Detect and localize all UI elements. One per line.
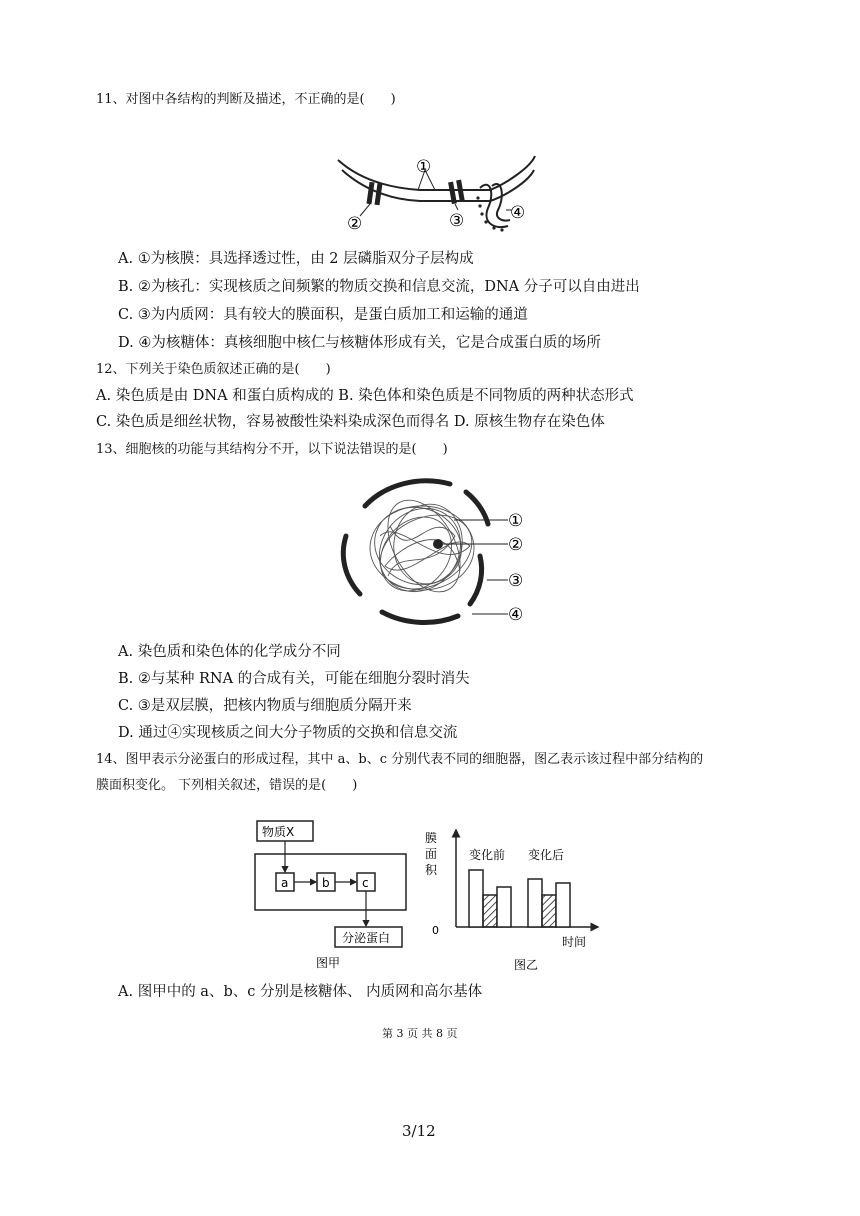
nuclear-envelope-figure: [330, 148, 540, 238]
fig-yi-before: 变化前: [469, 848, 506, 862]
bar-before-1: [469, 870, 483, 927]
fig-yi-xlabel: 时间: [562, 935, 587, 949]
fig-yi-origin: 0: [432, 924, 439, 937]
fig-yi-ylabel-1: 膜: [425, 831, 438, 845]
q13-option-b: B. ②与某种 RNA 的合成有关，可能在细胞分裂时消失: [118, 671, 470, 687]
bar-after-1: [528, 879, 542, 927]
q14-option-a: A. 图甲中的 a、b、c 分别是核糖体、 内质网和高尔基体: [118, 984, 483, 1000]
q12-options-line2: C. 染色质是细丝状物，容易被酸性染料染成深色而得名 D. 原核生物存在染色体: [96, 414, 605, 430]
fig-jia-product: 分泌蛋白: [342, 931, 391, 945]
q12-stem: 12、下列关于染色质叙述正确的是( ): [96, 362, 331, 377]
q13-option-a: A. 染色质和染色体的化学成分不同: [118, 644, 341, 660]
q11-option-c: C. ③为内质网：具有较大的膜面积，是蛋白质加工和运输的通道: [118, 307, 528, 323]
q14-stem-line2: 膜面积变化。 下列相关叙述，错误的是( ): [96, 778, 358, 793]
bar-after-2: [542, 895, 556, 927]
fig-yi-ylabel-2: 面: [425, 847, 438, 861]
fig11-label-2: ②: [347, 214, 363, 234]
fig13-label-3: ③: [508, 571, 524, 591]
fig13-label-1: ①: [508, 511, 524, 531]
fig-jia-c: c: [362, 876, 369, 890]
q13-option-c: C. ③是双层膜，把核内物质与细胞质分隔开来: [118, 698, 412, 714]
figure-yi: [420, 822, 605, 972]
q11-stem: 11、对图中各结构的判断及描述，不正确的是( ): [96, 92, 396, 107]
q13-stem: 13、细胞核的功能与其结构分不开，以下说法错误的是( ): [96, 442, 448, 457]
fig-jia-a: a: [281, 876, 289, 890]
fig13-label-2: ②: [508, 535, 524, 555]
nucleus-figure: [330, 476, 540, 626]
q11-option-a: A. ①为核膜：具选择透过性，由 2 层磷脂双分子层构成: [118, 251, 474, 267]
fig-jia-substance: 物质X: [262, 825, 295, 839]
q11-option-b: B. ②为核孔：实现核质之间频繁的物质交换和信息交流，DNA 分子可以自由进出: [118, 279, 640, 295]
fig-jia-caption: 图甲: [316, 956, 341, 970]
bar-after-3: [556, 883, 570, 927]
page-footer: 第 3 页 共 8 页: [382, 1027, 458, 1040]
fig-yi-ylabel-3: 积: [425, 863, 438, 877]
page-number: 3/12: [402, 1122, 436, 1140]
fig-jia-b: b: [322, 876, 330, 890]
bar-before-2: [483, 895, 497, 927]
q14-stem-line1: 14、图甲表示分泌蛋白的形成过程，其中 a、b、c 分别代表不同的细胞器，图乙表示该过程中部分结构的: [96, 752, 704, 767]
fig-yi-caption: 图乙: [514, 958, 539, 972]
q11-option-d: D. ④为核糖体：真核细胞中核仁与核糖体形成有关，它是合成蛋白质的场所: [118, 335, 601, 351]
fig-yi-after: 变化后: [528, 848, 565, 862]
figure-jia: [250, 816, 415, 971]
bar-before-3: [497, 887, 511, 927]
fig11-label-4: ④: [510, 203, 526, 223]
fig11-label-3: ③: [449, 211, 465, 231]
fig11-label-1: ①: [416, 157, 432, 177]
q12-options-line1: A. 染色质是由 DNA 和蛋白质构成的 B. 染色体和染色质是不同物质的两种状态形式: [96, 388, 634, 404]
q13-option-d: D. 通过④实现核质之间大分子物质的交换和信息交流: [118, 725, 458, 741]
fig13-label-4: ④: [508, 605, 524, 625]
